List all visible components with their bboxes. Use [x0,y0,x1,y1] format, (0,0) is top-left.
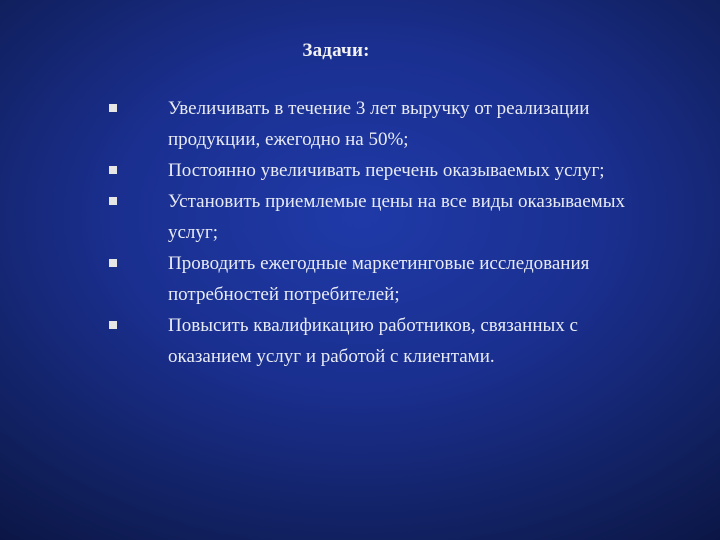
square-bullet-icon [109,259,117,267]
list-item-text: Постоянно увеличивать перечень оказываемых услуг; [168,160,605,181]
task-list [108,93,628,372]
list-item [108,186,628,248]
list-item-text: Установить приемлемые цены на все виды оказываемых услуг; [168,191,625,243]
square-bullet-icon [109,197,117,205]
list-item-text: Повысить квалификацию работников, связанных с оказанием услуг и работой с клиентами. [168,315,578,367]
square-bullet-icon [109,104,117,112]
list-item [108,93,628,155]
list-item [108,310,628,372]
list-item-text: Увеличивать в течение 3 лет выручку от реализации продукции, ежегодно на 50%; [168,98,590,150]
square-bullet-icon [109,321,117,329]
list-item [108,155,628,186]
slide-title: Задачи: [302,40,370,61]
list-item-text: Проводить ежегодные маркетинговые исследования потребностей потребителей; [168,253,590,305]
list-item [108,248,628,310]
square-bullet-icon [109,166,117,174]
